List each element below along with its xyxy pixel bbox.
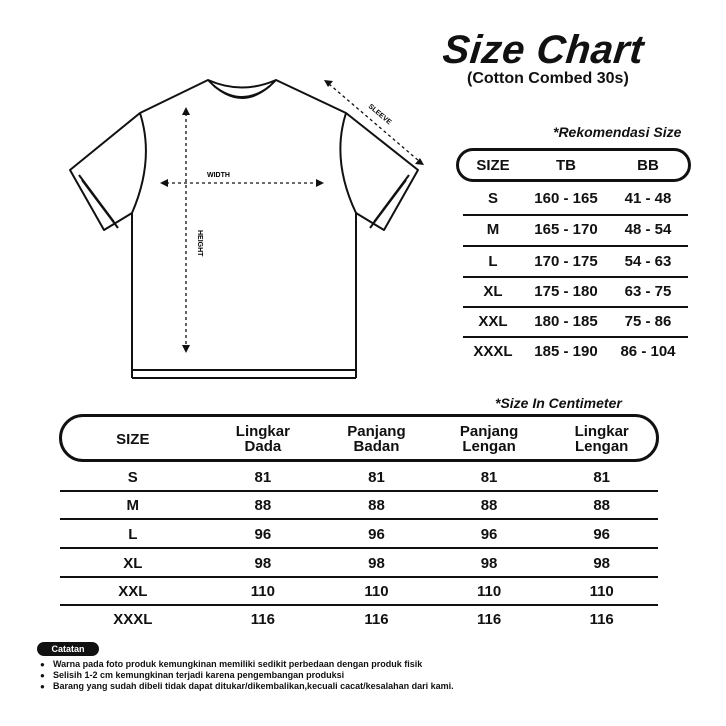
cell: 110 [476, 582, 502, 600]
height-label: HEIGHT [196, 230, 203, 257]
cell: 98 [593, 554, 611, 572]
cell: 81 [480, 468, 498, 486]
cell: L [128, 525, 138, 543]
rec-cell: 75 - 86 [624, 313, 672, 330]
rec-cell: 41 - 48 [624, 190, 672, 207]
cell: 81 [254, 468, 272, 486]
cell: 110 [250, 582, 275, 600]
width-label: WIDTH [207, 172, 230, 179]
rec-cell: XXL [478, 313, 508, 330]
rec-cell: L [488, 253, 498, 270]
cell: 116 [364, 610, 389, 628]
page-title: Size Chart [440, 28, 646, 72]
page-subtitle: (Cotton Combed 30s) [467, 70, 629, 87]
catatan-badge: Catatan [37, 642, 99, 656]
cell: 96 [593, 525, 611, 543]
cell: XXXL [113, 610, 153, 628]
rec-cell: 175 - 180 [534, 283, 598, 300]
row-divider [60, 518, 658, 520]
cell: M [126, 496, 140, 514]
rec-col-bb: BB [637, 157, 659, 174]
rec-cell: 180 - 185 [534, 313, 598, 330]
col-panjang-lengan: Panjang Lengan [459, 423, 519, 455]
col-panjang-badan: Panjang Badan [347, 423, 406, 455]
col-lingkar-lengan: Lingkar Lengan [574, 423, 629, 455]
cell: 98 [480, 554, 498, 572]
cell: S [127, 468, 138, 486]
recommendation-note: *Rekomendasi Size [553, 124, 682, 140]
row-divider [60, 604, 658, 606]
list-item: ● Warna pada foto produk kemungkinan memiliki sedikit perbedaan dengan produk fisik [40, 659, 520, 670]
rec-cell: M [486, 221, 500, 238]
table-row [60, 607, 658, 631]
rec-cell: 185 - 190 [534, 343, 598, 360]
notes-list [40, 659, 520, 692]
tshirt-diagram [60, 60, 440, 390]
rec-cell: XXXL [473, 343, 513, 360]
tshirt-outline [70, 80, 418, 370]
col-size: SIZE [116, 430, 150, 448]
cell: 110 [589, 582, 614, 600]
rec-cell: 160 - 165 [534, 190, 598, 207]
table-row [462, 306, 688, 337]
list-item: ● Barang yang sudah dibeli tidak dapat ditukar/dikembalikan,kecuali cacat/kesalahan dari kami. [40, 681, 520, 692]
table-row [462, 183, 688, 214]
table-row [462, 336, 688, 367]
cell: 88 [593, 496, 611, 514]
col-lingkar-dada: Lingkar Dada [235, 423, 290, 455]
row-divider [60, 576, 658, 578]
list-item: ● Selisih 1-2 cm kemungkinan terjadi karena pengembangan produksi [40, 670, 520, 681]
cell: 98 [254, 554, 272, 572]
cell: 88 [254, 496, 272, 514]
cell: 96 [480, 525, 498, 543]
rec-cell: 165 - 170 [534, 221, 598, 238]
rec-col-size: SIZE [476, 157, 510, 174]
measurement-note: *Size In Centimeter [495, 395, 622, 411]
recommendation-header-row [462, 150, 688, 181]
row-divider [60, 490, 658, 492]
rec-cell: 54 - 63 [624, 253, 672, 270]
table-row [60, 493, 658, 517]
rec-cell: 170 - 175 [534, 253, 598, 270]
table-row [462, 276, 688, 307]
cell: 88 [480, 496, 498, 514]
cell: 88 [368, 496, 385, 514]
sleeve-label: SLEEVE [366, 103, 393, 127]
cell: 110 [364, 582, 389, 600]
rec-cell: XL [483, 283, 503, 300]
table-row [60, 465, 658, 489]
row-divider [60, 547, 658, 549]
cell: 96 [254, 525, 272, 543]
cell: 81 [368, 468, 385, 486]
cell: 116 [476, 610, 502, 628]
cell: XL [123, 554, 143, 572]
rec-cell: S [487, 190, 498, 207]
rec-cell: 48 - 54 [624, 221, 672, 238]
table-row [60, 579, 658, 603]
cell: 96 [368, 525, 385, 543]
cell: XXL [118, 582, 148, 600]
cell: 116 [250, 610, 275, 628]
table-row [462, 246, 688, 277]
cell: 116 [589, 610, 614, 628]
rec-col-tb: TB [556, 157, 576, 174]
table-row [60, 522, 658, 546]
table-row [462, 214, 688, 245]
rec-cell: 86 - 104 [620, 343, 676, 360]
cell: 98 [368, 554, 385, 572]
cell: 81 [593, 468, 611, 486]
table-row [60, 551, 658, 575]
rec-cell: 63 - 75 [624, 283, 672, 300]
measurement-header-row [60, 423, 658, 455]
